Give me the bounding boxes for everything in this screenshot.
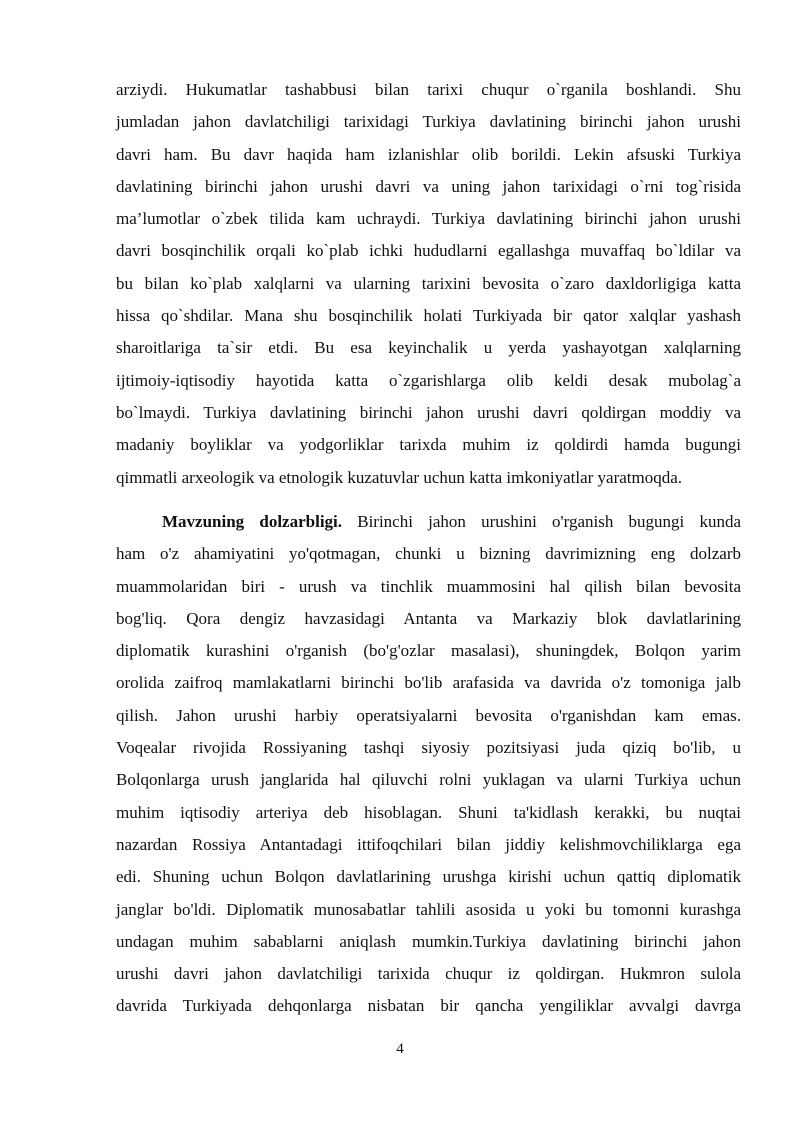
text-line: ham o'z ahamiyatini yo'qotmagan, chunki u bizning davrimizning eng dolzarb (116, 544, 741, 564)
text-line: jumladan jahon davlatchiligi tarixidagi Turkiya davlatining birinchi jahon urushi (116, 112, 741, 132)
paragraph-1 (116, 74, 741, 494)
text-line: bo`lmaydi. Turkiya davlatining birinchi jahon urushi davri qoldirgan moddiy va (116, 402, 741, 422)
text-line: edi. Shuning uchun Bolqon davlatlarining urushga kirishi uchun qattiq diplomatik (116, 867, 741, 887)
text-line: bu bilan ko`plab xalqlarni va ularning tarixini bevosita o`zaro daxldorligiga katta (116, 273, 741, 293)
text-line: arziydi. Hukumatlar tashabbusi bilan tarixi chuqur o`rganila boshlandi. Shu (116, 80, 741, 99)
text-line: janglar bo'ldi. Diplomatik munosabatlar tahlili asosida u yoki bu tomonni kurashga (116, 899, 741, 919)
text-line: Voqealar rivojida Rossiyaning tashqi siyosiy pozitsiyasi juda qiziq bo'lib, u (116, 738, 741, 758)
text-line: orolida zaifroq mamlakatlarni birinchi bo'lib arafasida va davrida o'z tomoniga jalb (116, 673, 741, 693)
text-line: undagan muhim sabablarni aniqlash mumkin.Turkiya davlatining birinchi jahon (116, 931, 741, 951)
text-line: hissa qo`shdilar. Mana shu bosqinchilik holati Turkiyada bir qator xalqlar yashash (116, 306, 741, 326)
text-line: qimmatli arxeologik va etnologik kuzatuvlar uchun katta imkoniyatlar yaratmoqda. (116, 467, 683, 487)
text-line: madaniy boyliklar va yodgorliklar tarixda muhim iz qoldirdi hamda bugungi (116, 435, 741, 455)
text-line: muhim iqtisodiy arteriya deb hisoblagan. Shuni ta'kidlash kerakki, bu nuqtai (116, 802, 741, 822)
text-line: qilish. Jahon urushi harbiy operatsiyalarni bevosita o'rganishdan kam emas. (116, 705, 741, 725)
text-line: davri ham. Bu davr haqida ham izlanishlar olib borildi. Lekin afsuski Turkiya (116, 144, 741, 164)
text-line: davlatining birinchi jahon urushi davri va uning jahon tarixidagi o`rni tog`risida (116, 176, 741, 196)
paragraph-2 (116, 506, 741, 1023)
text-line: davrida Turkiyada dehqonlarga nisbatan bir qancha yengiliklar avvalgi davrga (116, 996, 741, 1016)
page-number: 4 (396, 1041, 404, 1057)
text-line: ijtimoiy-iqtisodiy hayotida katta o`zgarishlarga olib keldi desak mubolag`a (116, 370, 741, 390)
section-heading: Mavzuning dolzarbligi. (162, 512, 343, 531)
text-line: ma’lumotlar o`zbek tilida kam uchraydi. Turkiya davlatining birinchi jahon urushi (116, 209, 741, 229)
text-line: sharoitlariga ta`sir etdi. Bu esa keyinchalik u yerda yashayotgan xalqlarning (116, 338, 741, 358)
text-line: bog'liq. Qora dengiz havzasidagi Antanta va Markaziy blok davlatlarining (116, 608, 741, 628)
text-line-first-rest: Birinchi jahon urushini o'rganish bugungi kunda (342, 512, 741, 531)
text-line: davri bosqinchilik orqali ko`plab ichki hududlarni egallashga muvaffaq bo`ldilar va (116, 241, 741, 261)
text-line: muammolaridan biri - urush va tinchlik muammosini hal qilish bilan bevosita (116, 576, 741, 596)
text-line: urushi davri jahon davlatchiligi tarixida chuqur iz qoldirgan. Hukmron sulola (116, 964, 741, 984)
text-line-first (116, 506, 741, 538)
text-line: nazardan Rossiya Antantadagi ittifoqchilari bilan jiddiy kelishmovchiliklarga ega (116, 834, 741, 854)
text-line: diplomatik kurashini o'rganish (bo'g'ozlar masalasi), shuningdek, Bolqon yarim (116, 641, 741, 661)
text-line: Bolqonlarga urush janglarida hal qiluvchi rolni yuklagan va ularni Turkiya uchun (116, 770, 741, 790)
